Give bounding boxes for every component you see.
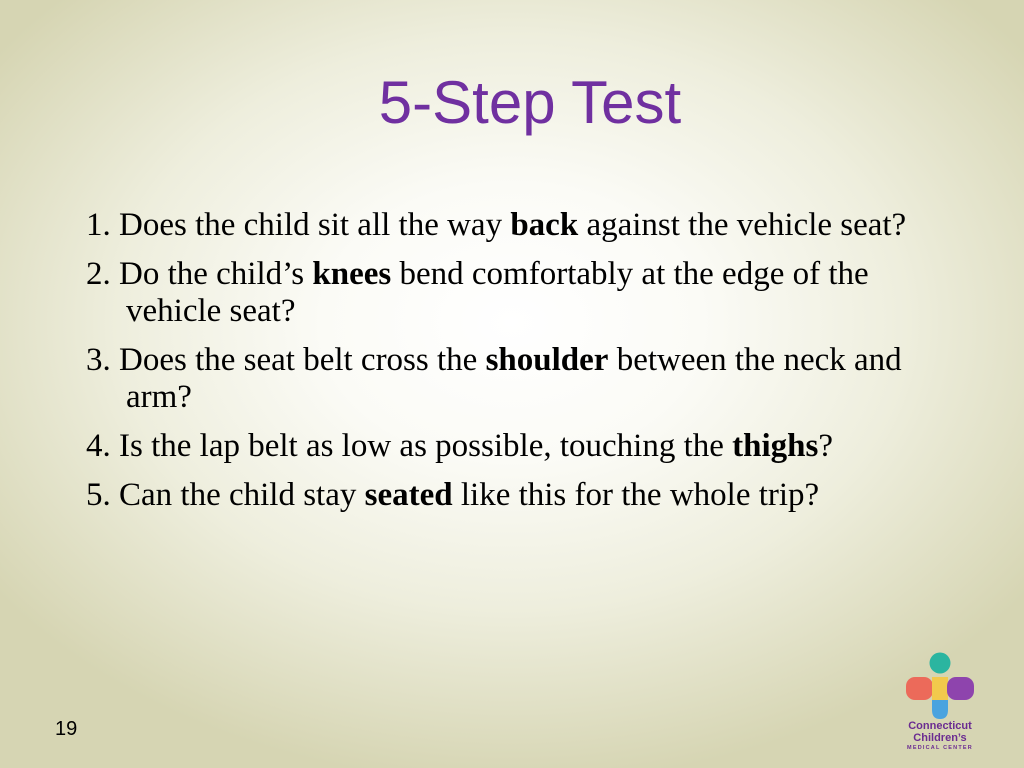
logo-left-block [906,677,933,700]
item-number: 4. [86,428,111,464]
item-text: Can the child stay [119,477,365,513]
item-text: Do the child’s [119,256,313,292]
item-bold-word: seated [364,477,453,513]
item-text: ? [818,428,834,464]
list-item [86,256,956,330]
list-item [86,428,956,465]
logo-line-1: Connecticut [908,720,972,732]
list-item [86,342,956,416]
item-number: 2. [86,256,111,292]
item-text: Does the seat belt cross the [119,342,486,378]
logo-top-circle [930,653,951,674]
list-item [86,207,956,244]
logo-right-block [947,677,974,700]
slide-title: 5-Step Test [378,69,682,136]
item-text: like this for the whole trip? [452,477,820,513]
item-bold-word: knees [312,256,392,292]
steps-list [86,207,956,526]
logo-center-block [932,677,948,700]
logo-bottom-block [932,700,948,719]
item-bold-word: shoulder [485,342,609,378]
item-text: bend comfortably at the edge of the vehicle seat? [126,256,869,329]
slide-number: 19 [55,718,78,740]
item-number: 1. [86,207,111,243]
item-text: Does the child sit all the way [119,207,511,243]
list-item [86,477,956,514]
item-bold-word: thighs [732,428,819,464]
item-number: 5. [86,477,111,513]
logo-text [895,720,985,753]
item-number: 3. [86,342,111,378]
logo-line-2: Children’s [913,732,967,744]
item-text: against the vehicle seat? [578,207,907,243]
item-text: between the neck and arm? [126,342,902,415]
logo-line-3: MEDICAL CENTER [907,745,973,751]
item-text: Is the lap belt as low as possible, touching the [119,428,733,464]
item-bold-word: back [510,207,579,243]
